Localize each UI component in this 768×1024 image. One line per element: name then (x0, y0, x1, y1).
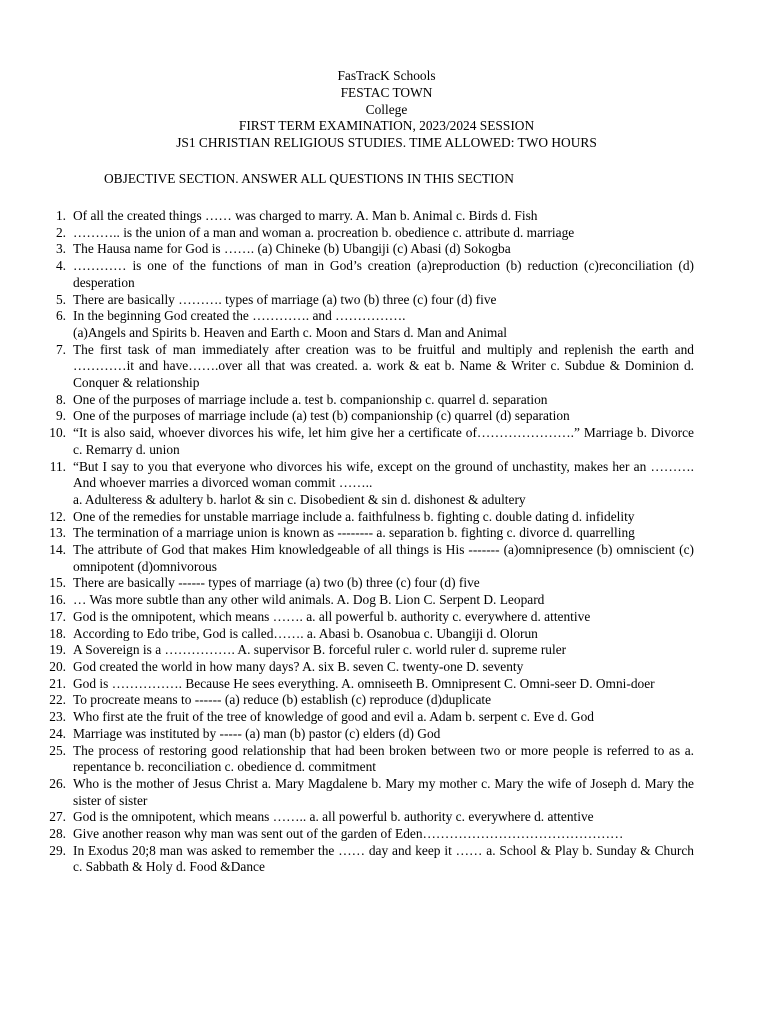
question-text: In the beginning God created the …………. and ……………. (73, 308, 406, 324)
question-number: 20. (49, 658, 66, 674)
question-text: One of the remedies for unstable marriage include a. faithfulness b. fighting c. double dating d. infidelity (73, 508, 635, 524)
question-text: One of the purposes of marriage include (a) test (b) companionship (c) quarrel (d) separation (73, 408, 570, 424)
question-text: Who is the mother of Jesus Christ a. Mary Magdalene b. Mary my mother c. Mary the wife of Joseph d. Mary the sister of sister (73, 775, 694, 808)
question-text: God created the world in how many days? A. six B. seven C. twenty-one D. seventy (73, 658, 524, 674)
question-text: … Was more subtle than any other wild animals. A. Dog B. Lion C. Serpent D. Leopard (73, 592, 545, 608)
question-item (38, 642, 694, 659)
question-number: 7. (55, 341, 66, 357)
question-number: 8. (55, 391, 66, 407)
question-text: Marriage was instituted by ----- (a) man (b) pastor (c) elders (d) God (73, 725, 441, 741)
question-text: ………… is one of the functions of man in God’s creation (a)reproduction (b) reduction (c)reconciliation (d) desperation (73, 258, 694, 290)
question-item (38, 325, 694, 342)
question-item (38, 292, 694, 309)
question-text: One of the purposes of marriage include a. test b. companionship c. quarrel d. separation (73, 391, 548, 407)
question-text: According to Edo tribe, God is called……. a. Abasi b. Osanobua c. Ubangiji d. Olorun (73, 625, 538, 641)
question-item (38, 525, 694, 542)
question-item (38, 726, 694, 743)
question-number: 3. (55, 241, 66, 257)
question-number: 10. (49, 425, 66, 441)
question-text: “But I say to you that everyone who divorces his wife, except on the ground of unchastity, makes her an ………. And whoever marries a divorced woman commit …….. (73, 458, 694, 491)
question-number: 23. (49, 709, 66, 725)
question-number: 4. (55, 258, 66, 274)
question-item (38, 459, 694, 492)
question-item (38, 342, 694, 392)
question-text: God is the omnipotent, which means …….. a. all powerful b. authority c. everywhere d. attentive (73, 809, 594, 825)
question-number: 24. (49, 725, 66, 741)
question-text: There are basically ………. types of marriage (a) two (b) three (c) four (d) five (73, 291, 497, 307)
question-number: 13. (49, 525, 66, 541)
question-text: God is ……………. Because He sees everything. A. omniseeth B. Omnipresent C. Omni-seer D. Omni-doer (73, 675, 655, 691)
question-text: The process of restoring good relationship that had been broken between two or more people is referred to as a. repentance b. reconciliation c. obedience d. commitment (73, 742, 694, 775)
question-item (38, 408, 694, 425)
question-number: 26. (49, 775, 66, 791)
question-text: God is the omnipotent, which means ……. a. all powerful b. authority c. everywhere d. attentive (73, 608, 591, 624)
question-number: 15. (49, 575, 66, 591)
question-item (38, 225, 694, 242)
question-number: 14. (49, 542, 66, 558)
question-number: 25. (49, 742, 66, 758)
question-item (38, 392, 694, 409)
exam-subject: JS1 CHRISTIAN RELIGIOUS STUDIES. TIME ALLOWED: TWO HOURS (176, 135, 597, 151)
question-number: 17. (49, 608, 66, 624)
question-text: Of all the created things …… was charged to marry. A. Man b. Animal c. Birds d. Fish (73, 208, 538, 223)
question-number: 29. (49, 842, 66, 858)
question-number: 18. (49, 625, 66, 641)
question-text: The first task of man immediately after creation was to be fruitful and multiply and replenish the earth and …………it and have…….over all that was created. a. work & eat b. Name & Writer c. Subdue & Dominion d. Conquer & relationship (73, 341, 694, 391)
question-item (38, 709, 694, 726)
question-item (38, 308, 694, 325)
question-number: 22. (49, 692, 66, 708)
question-item (38, 509, 694, 526)
question-item (38, 241, 694, 258)
question-item (38, 676, 694, 693)
question-number: 1. (55, 208, 66, 223)
question-number: 11. (49, 458, 66, 474)
question-item (38, 425, 694, 458)
question-text: In Exodus 20;8 man was asked to remember the …… day and keep it …… a. School & Play b. Sunday & Church c. Sabbath & Holy d. Food &Dance (73, 842, 694, 875)
question-number: 6. (55, 308, 66, 324)
school-name: FasTracK Schools (337, 68, 436, 83)
question-number: 5. (55, 291, 66, 307)
question-item (38, 659, 694, 676)
question-text: A Sovereign is a ……………. A. supervisor B. forceful ruler c. world ruler d. supreme ruler (73, 642, 567, 658)
question-item (38, 208, 694, 225)
question-number: 27. (49, 809, 66, 825)
question-item (38, 492, 694, 509)
question-text: Give another reason why man was sent out of the garden of Eden……………………………………… (73, 826, 624, 842)
question-number: 16. (49, 592, 66, 608)
question-text: The termination of a marriage union is known as -------- a. separation b. fighting c. divorce d. quarrelling (73, 525, 635, 541)
question-text: The Hausa name for God is ……. (a) Chineke (b) Ubangiji (c) Abasi (d) Sokogba (73, 241, 511, 257)
question-item (38, 592, 694, 609)
question-item (38, 776, 694, 809)
question-item (38, 809, 694, 826)
question-text: Who first ate the fruit of the tree of knowledge of good and evil a. Adam b. serpent c. Eve d. God (73, 709, 594, 725)
school-town: FESTAC TOWN (340, 84, 433, 100)
question-text: The attribute of God that makes Him knowledgeable of all things is His ------- (a)omnipresence (b) omniscient (c) omnipotent (d)omnivorous (73, 542, 694, 574)
question-number: 9. (55, 408, 66, 424)
exam-header (0, 68, 768, 152)
question-number: 21. (49, 675, 66, 691)
question-number: 12. (49, 508, 66, 524)
question-item (38, 692, 694, 709)
question-text: ……….. is the union of a man and woman a. procreation b. obedience c. attribute d. marriage (73, 224, 575, 240)
question-text: To procreate means to ------ (a) reduce (b) establish (c) reproduce (d)duplicate (73, 692, 492, 708)
question-number: 28. (49, 826, 66, 842)
question-item (38, 609, 694, 626)
question-text: “It is also said, whoever divorces his wife, let him give her a certificate of………………….” Marriage b. Divorce c. Remarry d. union (73, 425, 694, 457)
question-item (38, 575, 694, 592)
question-item (38, 626, 694, 643)
exam-title: FIRST TERM EXAMINATION, 2023/2024 SESSION (238, 118, 535, 134)
question-item (38, 542, 694, 575)
question-text: a. Adulteress & adultery b. harlot & sin c. Disobedient & sin d. dishonest & adultery (73, 491, 526, 507)
school-college: College (365, 101, 408, 117)
section-title: OBJECTIVE SECTION. ANSWER ALL QUESTIONS IN THIS SECTION (104, 171, 514, 186)
question-number: 19. (49, 642, 66, 658)
question-text: (a)Angels and Spirits b. Heaven and Earth c. Moon and Stars d. Man and Animal (73, 324, 507, 340)
question-item (38, 258, 694, 291)
question-text: There are basically ------ types of marriage (a) two (b) three (c) four (d) five (73, 575, 480, 591)
question-item (38, 826, 694, 843)
question-item (38, 743, 694, 776)
question-item (38, 843, 694, 876)
question-list (38, 208, 694, 876)
question-number: 2. (55, 224, 66, 240)
